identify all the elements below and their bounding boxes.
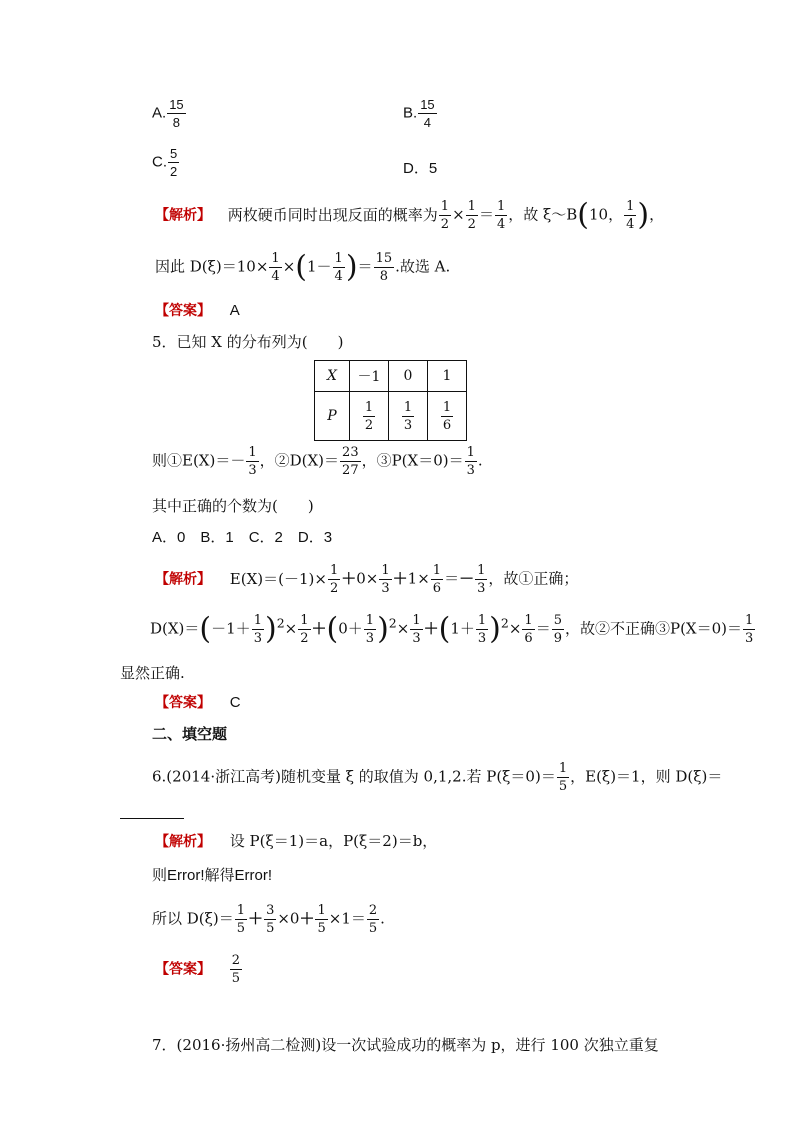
denominator: 4 [423,115,432,130]
q5-analysis-line-2: D(X)＝(－1＋ $\frac{1}{3}$ )$^2$× $\frac{1}{2}$ ＋(0＋ $\frac{1}{3}$ )$^2$× $\frac{1}{3}$ ＋(1＋ $\frac{1}{3}$ )$^2$× $\frac{1}{6}$ ＝ $\frac{5}{9}$ ，故②不正确③P(X＝0)＝ $\frac{1}{3}$ [150,611,754,647]
claim-text: ，③P(X＝0)＝ [361,451,464,470]
table-cell: $\frac{1}{3}$ [389,392,428,441]
analysis-tag: 【解析】 [155,834,211,850]
q5-answer [155,692,241,712]
claim-text: 则①E(X)＝－ [152,451,246,470]
distribution-table [314,360,467,441]
q6-analysis-line-1 [155,830,437,851]
answer-tag: 【答案】 [155,961,211,978]
numerator: 5 [170,146,178,161]
answer-value: C [229,694,241,711]
table-row [315,361,467,392]
analysis-text: D(X)＝ [150,619,200,638]
q4-analysis-line-1: 【解析】 两枚硬币同时出现反面的概率为 $\frac{1}{2}$ × $\frac{1}{2}$ ＝ $\frac{1}{4}$ ，故 ξ～B(10， $\frac{1}{4}$ )， [155,197,665,233]
table-cell: 1 [428,361,467,392]
q5-stem: 5．已知 X 的分布列为( ) [152,333,344,351]
fraction [418,98,436,129]
error-text: Error! [234,867,273,884]
answer-blank [120,818,184,819]
denominator: 8 [172,115,181,130]
q4-option-a [152,98,187,129]
q6-analysis-line-2 [152,864,272,885]
q5-analysis-line-1: 【解析】 E(X)＝(－1)× $\frac{1}{2}$ ＋0× $\frac{1}{3}$ ＋1× $\frac{1}{6}$ ＝－ $\frac{1}{3}$ ，故①正确； [155,563,579,596]
q5-question: 其中正确的个数为( ) [152,497,314,515]
fraction: $\frac{1}{4}$ [271,251,280,284]
numerator: 15 [420,97,435,112]
table-cell: P [315,392,350,441]
fraction: $\frac{1}{4}$ [626,199,635,232]
fraction: $\frac{1}{4}$ [496,199,506,232]
answer-tag: 【答案】 [155,303,211,319]
fraction [168,147,179,178]
q5-claims: 则①E(X)＝－ $\frac{1}{3}$ ，②D(X)＝ $\frac{23}{27}$ ，③P(X＝0)＝ $\frac{1}{3}$ . [152,445,483,478]
answer-value: $\frac{2}{5}$ [231,953,241,986]
q7-stem: 7．(2016·扬州高二检测)设一次试验成功的概率为 p，进行 100 次独立重复 [152,1036,659,1054]
answer-value: A [229,302,240,319]
error-text: Error! [167,867,205,884]
numerator: 15 [169,97,184,112]
q4-option-b [403,98,438,129]
analysis-text: ，故①正确； [488,569,579,588]
fraction: $\frac{1}{2}$ [467,199,476,232]
analysis-text: ，故 ξ～B [508,205,578,224]
fraction: $\frac{1}{2}$ [440,199,450,232]
q4-analysis-line-2: 因此 D(ξ)＝10× $\frac{1}{4}$ ×(1－ $\frac{1}{4}$ )＝ $\frac{15}{8}$ .故选 A. [155,249,451,285]
table-cell: X [315,361,350,392]
analysis-tag: 【解析】 [155,207,211,224]
fraction [167,98,185,129]
option-label: B. [403,104,418,122]
q4-answer [155,300,240,320]
q4-option-d: D．5 [403,160,438,177]
q4-option-c [152,147,180,178]
q6-analysis-line-3: 所以 D(ξ)＝ $\frac{1}{5}$ ＋ $\frac{3}{5}$ ×0＋ $\frac{1}{5}$ ×1＝ $\frac{2}{5}$ . [152,903,385,936]
analysis-tag: 【解析】 [155,571,211,588]
analysis-text: ，故②不正确③P(X＝0)＝ [564,619,743,638]
table-cell: －1 [350,361,389,392]
analysis-text: 则 [152,866,168,884]
option-label: C. [152,153,167,171]
fraction: $\frac{1}{4}$ [334,251,343,284]
analysis-text: 两枚硬币同时出现反面的概率为 [227,205,438,224]
table-cell: $\frac{1}{2}$ [350,392,389,441]
table-row [315,392,467,441]
table-cell: $\frac{1}{6}$ [428,392,467,441]
section-heading: 二、填空题 [152,725,228,743]
analysis-text: E(X)＝(－1)× [229,569,327,588]
answer-tag: 【答案】 [155,695,211,711]
q5-analysis-line-3: 显然正确. [120,664,185,682]
q5-options: A．0 B．1 C．2 D．3 [152,529,333,546]
stem-text: ，E(ξ)＝1，则 D(ξ)＝ [570,767,723,786]
analysis-text: 故选 A. [399,257,451,276]
denominator: 2 [170,164,178,179]
option-label: A. [152,104,167,122]
q6-answer [155,954,243,985]
claim-text: ，②D(X)＝ [259,451,340,470]
analysis-text: 因此 D(ξ)＝10× [155,257,269,276]
analysis-text: 设 P(ξ＝1)＝a，P(ξ＝2)＝b， [229,832,438,850]
fraction: $\frac{15}{8}$ [375,251,393,284]
analysis-text: 所以 D(ξ)＝ [152,909,234,928]
analysis-text: 解得 [204,866,235,884]
table-cell: 0 [389,361,428,392]
stem-text: 6.(2014·浙江高考)随机变量 ξ 的取值为 0,1,2.若 P(ξ＝0)＝ [152,767,556,786]
q6-stem: 6.(2014·浙江高考)随机变量 ξ 的取值为 0,1,2.若 P(ξ＝0)＝ $\frac{1}{5}$ ，E(ξ)＝1，则 D(ξ)＝ [152,761,723,794]
